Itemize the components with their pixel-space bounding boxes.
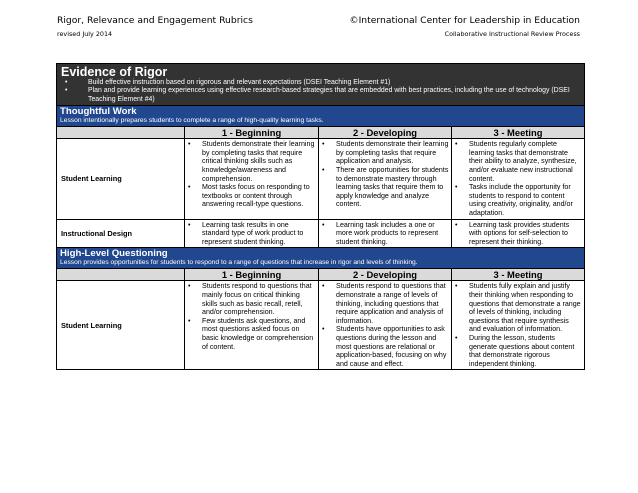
table-row <box>57 280 584 369</box>
bullet-icon: • <box>322 325 325 334</box>
rubric-cell-beginning <box>184 281 318 369</box>
section-description: Lesson provides opportunities for students to respond to a range of questions that increase in rigor and levels of thinking. <box>60 259 418 267</box>
list-item: • Students demonstrate their learning by completing tasks that require critical thinking skills such as knowledge/awareness and comprehension. <box>188 140 315 183</box>
list-item: • Students respond to questions that mainly focus on critical thinking skills such as basic recall, retell, and/or comprehension. <box>188 282 312 317</box>
bullet-icon: • <box>455 282 458 291</box>
header-right <box>260 14 580 40</box>
rubric-cell-meeting <box>451 281 584 369</box>
rubric-bullet: • Plan and provide learning experiences using effective research-based strategies that are embedded with best practices, including the use of technology (DSEI Teaching Element #4) <box>65 87 570 103</box>
section-title: Thoughtful Work <box>60 106 137 118</box>
rubric-bullet: • Build effective instruction based on rigorous and relevant expectations (DSEI Teaching Element #1) <box>65 79 391 86</box>
list-item: • Students respond to questions that demonstrate a range of levels of thinking, including questions that require application and analysis of information. <box>322 282 446 325</box>
bullet-icon: • <box>455 140 458 149</box>
table-row <box>57 138 584 218</box>
bullet-icon: • <box>455 220 458 229</box>
rubric-table <box>56 63 585 370</box>
rubric-banner <box>57 64 584 105</box>
rubric-cell-beginning <box>184 139 318 218</box>
bullet-icon: • <box>188 282 191 291</box>
level-header-blank <box>57 269 184 280</box>
rubric-cell-developing <box>318 139 451 218</box>
bullet-icon: • <box>65 79 68 86</box>
rubric-title: Evidence of Rigor <box>61 65 168 79</box>
list-item: • There are opportunities for students to demonstrate mastery through learning tasks that require them to apply knowledge and analyze content. <box>322 166 449 209</box>
process-name: Collaborative Instructional Review Process <box>444 30 580 38</box>
list-item: • Learning task results in one standard type of work product to represent student thinking. <box>188 220 304 246</box>
rubric-cell-developing <box>318 281 451 369</box>
bullet-icon: • <box>188 316 191 325</box>
bullet-icon: • <box>455 183 458 192</box>
table-row <box>57 219 584 248</box>
list-item: • Students regularly complete learning tasks that demonstrate their ability to analyze, synthesize, and/or evaluate new instructional content. <box>455 140 577 183</box>
level-header-beginning: 1 - Beginning <box>184 127 318 138</box>
bullet-icon: • <box>188 140 191 149</box>
row-label: Student Learning <box>61 320 122 330</box>
level-header-developing: 2 - Developing <box>318 127 451 138</box>
section-title: High-Level Questioning <box>60 248 168 260</box>
list-item: • Students fully explain and justify their thinking when responding to questions that demonstrate a range of levels of thinking, including questions that require synthesis and evaluation of information. <box>455 282 581 334</box>
level-header-developing: 2 - Developing <box>318 269 451 280</box>
list-item: • Learning task provides students with options for self-selection to represent their thinking. <box>455 220 570 246</box>
list-item: • Few students ask questions, and most questions asked focus on basic knowledge or comprehension of content. <box>188 316 314 351</box>
level-header-row <box>57 126 584 138</box>
bullet-icon: • <box>322 140 325 149</box>
list-item: • Most tasks focus on responding to textbooks or content through answering recall-type questions. <box>188 183 310 209</box>
rubric-bullets <box>61 79 580 104</box>
row-label: Instructional Design <box>61 228 133 238</box>
level-header-beginning: 1 - Beginning <box>184 269 318 280</box>
bullet-icon: • <box>188 220 191 229</box>
level-header-meeting: 3 - Meeting <box>451 127 584 138</box>
rubric-cell-beginning <box>184 220 318 248</box>
bullet-icon: • <box>65 87 68 95</box>
level-header-blank <box>57 127 184 138</box>
bullet-icon: • <box>322 282 325 291</box>
list-item: • Students have opportunities to ask questions during the lesson and most questions are relational or application-based, focusing on why and cause and effect. <box>322 325 447 368</box>
rubric-cell-developing <box>318 220 451 248</box>
document-title: Rigor, Relevance and Engagement Rubrics <box>57 15 253 26</box>
list-item: • Tasks include the opportunity for students to respond to content using creativity, originality, and/or adaptation. <box>455 183 573 217</box>
bullet-icon: • <box>455 333 458 342</box>
row-label: Student Learning <box>61 174 122 184</box>
list-item: • Learning task includes a one or more work products to represent student thinking. <box>322 220 439 246</box>
rubric-cell-meeting <box>451 220 584 248</box>
section-header-high-level-questioning <box>57 247 584 268</box>
level-header-row <box>57 268 584 280</box>
revision-date: revised July 2014 <box>57 30 113 38</box>
section-header-thoughtful-work <box>57 105 584 126</box>
list-item: • Students demonstrate their learning by completing tasks that require application and analysis. <box>322 140 449 166</box>
level-header-meeting: 3 - Meeting <box>451 269 584 280</box>
list-item: • During the lesson, students generate questions about content that demonstrate rigorous independent thinking. <box>455 333 575 368</box>
organization-name: ©International Center for Leadership in Education <box>349 15 580 26</box>
rubric-cell-meeting <box>451 139 584 218</box>
section-description: Lesson intentionally prepares students to complete a range of high-quality learning tasks. <box>60 117 324 125</box>
bullet-icon: • <box>322 220 325 229</box>
bullet-icon: • <box>188 183 191 192</box>
bullet-icon: • <box>322 166 325 174</box>
